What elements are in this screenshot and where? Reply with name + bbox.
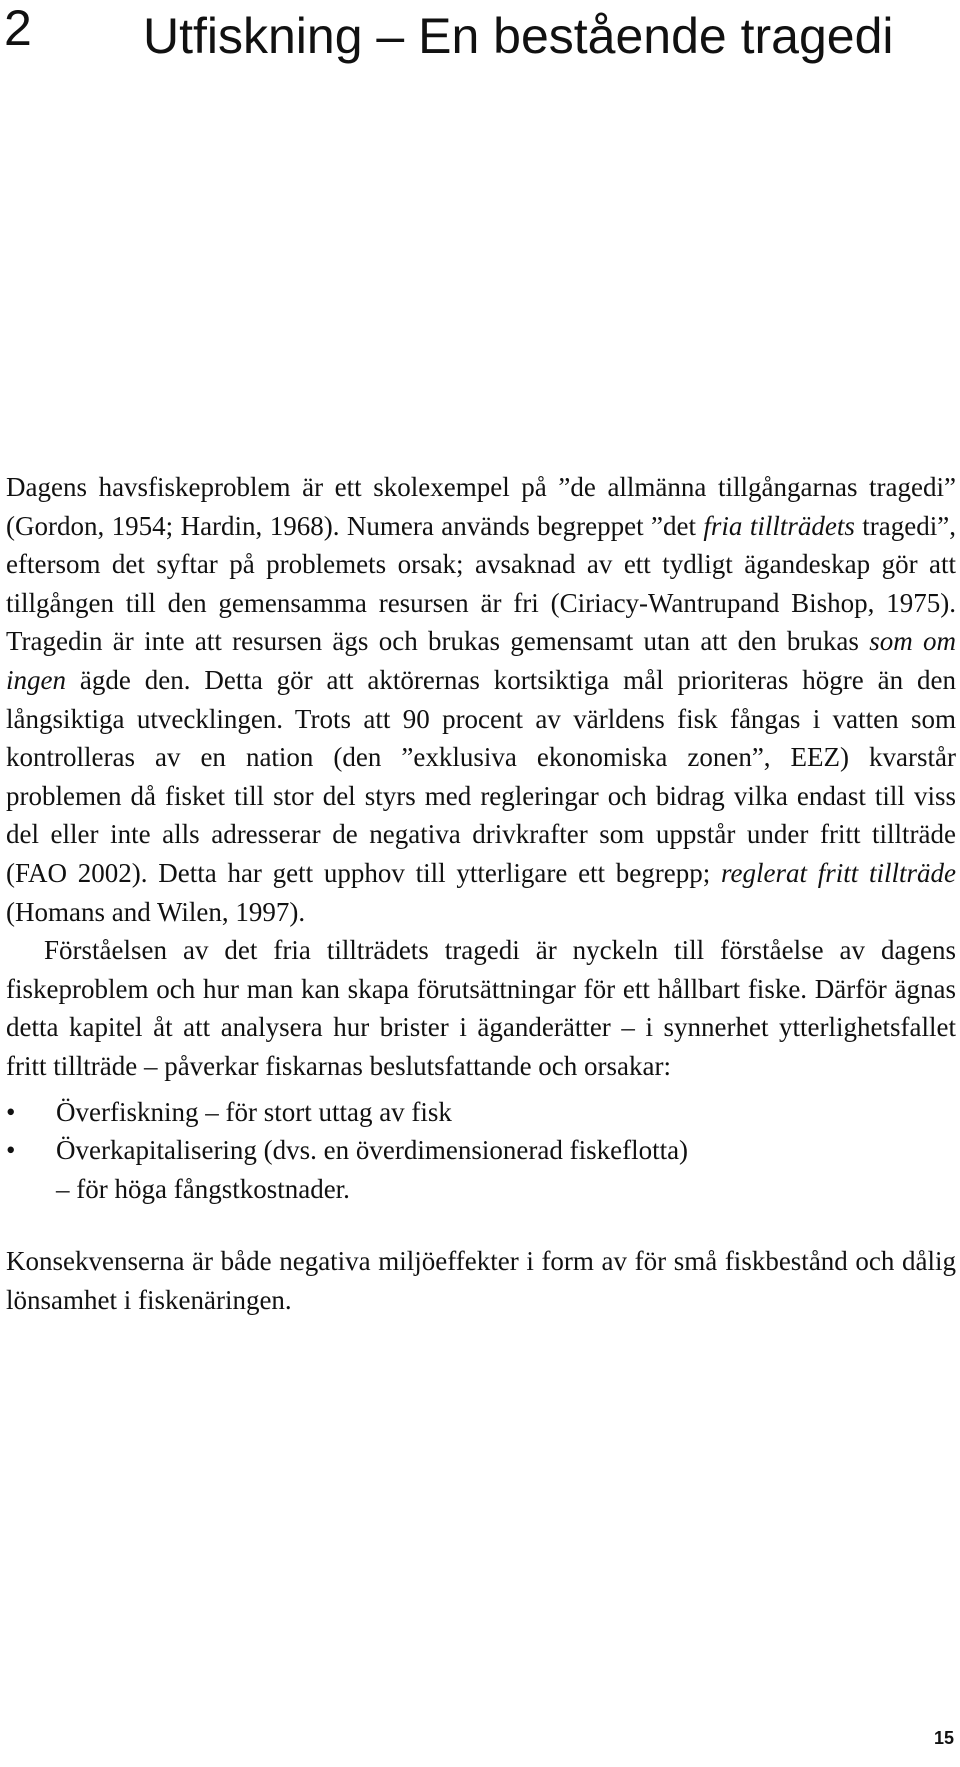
spacer [6, 1208, 956, 1242]
paragraph-intro-part-4: (Homans and Wilen, 1997). [6, 896, 306, 927]
paragraph-consequences: Konsekvenserna är både negativa miljöeffekter i form av för små fiskbestånd och dålig lönsamhet i fiskenäringen. [6, 1246, 956, 1315]
chapter-number: 2 [4, 0, 32, 56]
list-item-label: Överkapitalisering (dvs. en överdimensionerad fiskeflotta) [56, 1135, 689, 1166]
emphasis-reglerat-fritt-tilltrade: reglerat fritt tillträde [721, 857, 956, 888]
list-item-sublabel: – för höga fångstkostnader. [56, 1173, 350, 1204]
paragraph-intro-part-2: tragedi”, eftersom det syftar på problemets orsak; avsaknad av ett tydligt ägandeskap gör att tillgången till den gemensamma resursen är fri (Ciriacy-Wantrupand Bishop, 1975). Tragedin är inte att resursen ägs och brukas gemensamt utan att den brukas [6, 510, 956, 657]
paragraph-intro [6, 468, 956, 931]
page-number: 15 [933, 1728, 954, 1748]
bullet-icon: • [6, 1096, 16, 1127]
list-item-overcapitalization [6, 1131, 956, 1208]
paragraph-intro-part-3: ägde den. Detta gör att aktörernas kortsiktiga mål prioriteras högre än den långsiktiga utvecklingen. Trots att 90 procent av världens fisk fångas i vatten som kontrolleras av en nation (den ”exklusiva ekonomiska zonen”, EEZ) kvarstår problemen då fisket till stor del styrs med regleringar och bidrag vilka endast till viss del eller inte alls adresserar de negativa drivkrafter som uppstår under fritt tillträde (FAO 2002). Detta har gett upphov till ytterligare ett begrepp; [6, 664, 956, 888]
emphasis-som-om-ingen: som om ingen [6, 626, 956, 695]
paragraph-intro-part-1: Dagens havsfiskeproblem är ett skolexempel på ”de allmänna tillgångarnas tragedi” (Gordon, 1954; Hardin, 1968). Numera används begreppet ”det [6, 472, 956, 541]
body-text [6, 468, 956, 1319]
emphasis-fria-tilltradets: fria tillträdets [703, 510, 855, 541]
list-item-overfishing [6, 1093, 956, 1132]
bullet-icon: • [6, 1135, 16, 1166]
consequence-list [6, 1093, 956, 1209]
paragraph-understanding: Förståelsen av det fria tillträdets tragedi är nyckeln till förståelse av dagens fiskeproblem och hur man kan skapa förutsättningar för ett hållbart fiske. Därför ägnas detta kapitel åt att analysera hur brister i äganderätter – i synnerhet ytterlighetsfallet fritt tillträde – påverkar fiskarnas beslutsfattande och orsakar: [6, 935, 956, 1081]
list-item-label: Överfiskning – för stort uttag av fisk [56, 1096, 452, 1127]
chapter-title: Utfiskning – En bestående tragedi [143, 8, 894, 64]
